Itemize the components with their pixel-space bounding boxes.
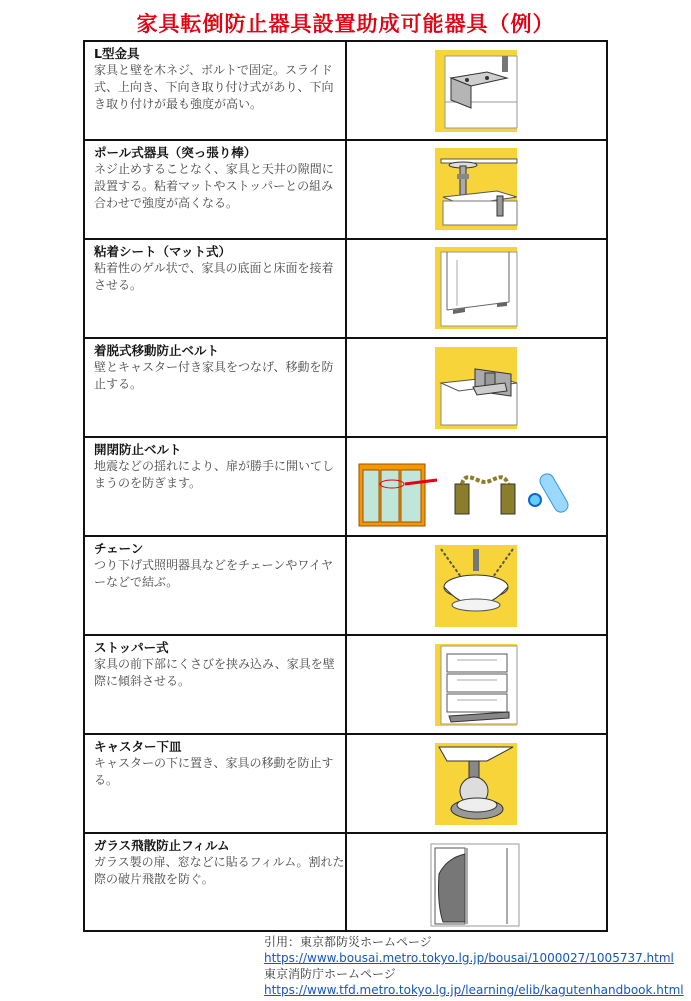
- table-row: [85, 834, 606, 930]
- device-name: ストッパー式: [94, 640, 169, 655]
- text-cell: [85, 240, 347, 337]
- stopper-wedge-illustration: [347, 636, 606, 733]
- device-name: チェーン: [94, 541, 144, 556]
- device-name: キャスター下皿: [94, 739, 182, 754]
- text-cell: [85, 537, 347, 634]
- caster-belt-illustration: [347, 339, 606, 436]
- text-cell: [85, 636, 347, 733]
- table-row: [85, 438, 606, 537]
- citation: [264, 934, 684, 998]
- device-description: キャスターの下に置き、家具の移動を防止する。: [94, 756, 334, 787]
- door-latch-illustration: [347, 438, 606, 535]
- device-name: 粘着シート（マット式）: [94, 244, 232, 259]
- device-description: 壁とキャスター付き家具をつなげ、移動を防止する。: [94, 360, 334, 391]
- table-row: [85, 636, 606, 735]
- device-name: L型金具: [94, 46, 140, 61]
- table-row: [85, 240, 606, 339]
- table-row: [85, 537, 606, 636]
- text-cell: [85, 339, 347, 436]
- text-cell: [85, 42, 347, 139]
- l-bracket-illustration: [347, 42, 606, 139]
- text-cell: [85, 141, 347, 238]
- device-description: つり下げ式照明器具などをチェーンやワイヤーなどで結ぶ。: [94, 558, 334, 589]
- table-row: [85, 735, 606, 834]
- device-name: 着脱式移動防止ベルト: [94, 343, 220, 358]
- citation-link-1[interactable]: https://www.bousai.metro.tokyo.lg.jp/bousai/1000027/1005737.html: [264, 951, 674, 965]
- device-description: ガラス製の扉、窓などに貼るフィルム。割れた際の破片飛散を防ぐ。: [94, 855, 345, 886]
- caster-dish-illustration: [347, 735, 606, 832]
- device-table: [83, 40, 608, 932]
- device-description: 地震などの揺れにより、扉が勝手に開いてしまうのを防ぎます。: [94, 459, 335, 490]
- device-description: ネジ止めすることなく、家具と天井の隙間に設置する。粘着マットやストッパーとの組み合わせで強度が高くなる。: [94, 162, 334, 210]
- citation-link-2[interactable]: https://www.tfd.metro.tokyo.lg.jp/learning/elib/kagutenhandbook.html: [264, 983, 684, 997]
- text-cell: [85, 438, 347, 535]
- device-name: ポール式器具（突っ張り棒）: [94, 145, 257, 160]
- chain-lamp-illustration: [347, 537, 606, 634]
- citation-label-2: 東京消防庁ホームページ: [264, 967, 396, 981]
- glass-film-illustration: [347, 834, 606, 930]
- pole-brace-illustration: [347, 141, 606, 238]
- text-cell: [85, 834, 347, 930]
- device-name: 開閉防止ベルト: [94, 442, 182, 457]
- page-title: 家具転倒防止器具設置助成可能器具（例）: [136, 12, 555, 36]
- text-cell: [85, 735, 347, 832]
- device-description: 粘着性のゲル状で、家具の底面と床面を接着させる。: [94, 261, 334, 292]
- table-row: [85, 141, 606, 240]
- device-description: 家具と壁を木ネジ、ボルトで固定。スライド式、上向き、下向き取り付け式があり、下向き取り付けが最も強度が高い。: [94, 63, 334, 111]
- table-row: [85, 339, 606, 438]
- adhesive-mat-illustration: [347, 240, 606, 337]
- device-description: 家具の前下部にくさびを挟み込み、家具を壁際に傾斜させる。: [94, 657, 335, 688]
- table-row: [85, 42, 606, 141]
- device-name: ガラス飛散防止フィルム: [94, 838, 230, 853]
- citation-label-1: 引用：東京都防災ホームページ: [264, 935, 432, 949]
